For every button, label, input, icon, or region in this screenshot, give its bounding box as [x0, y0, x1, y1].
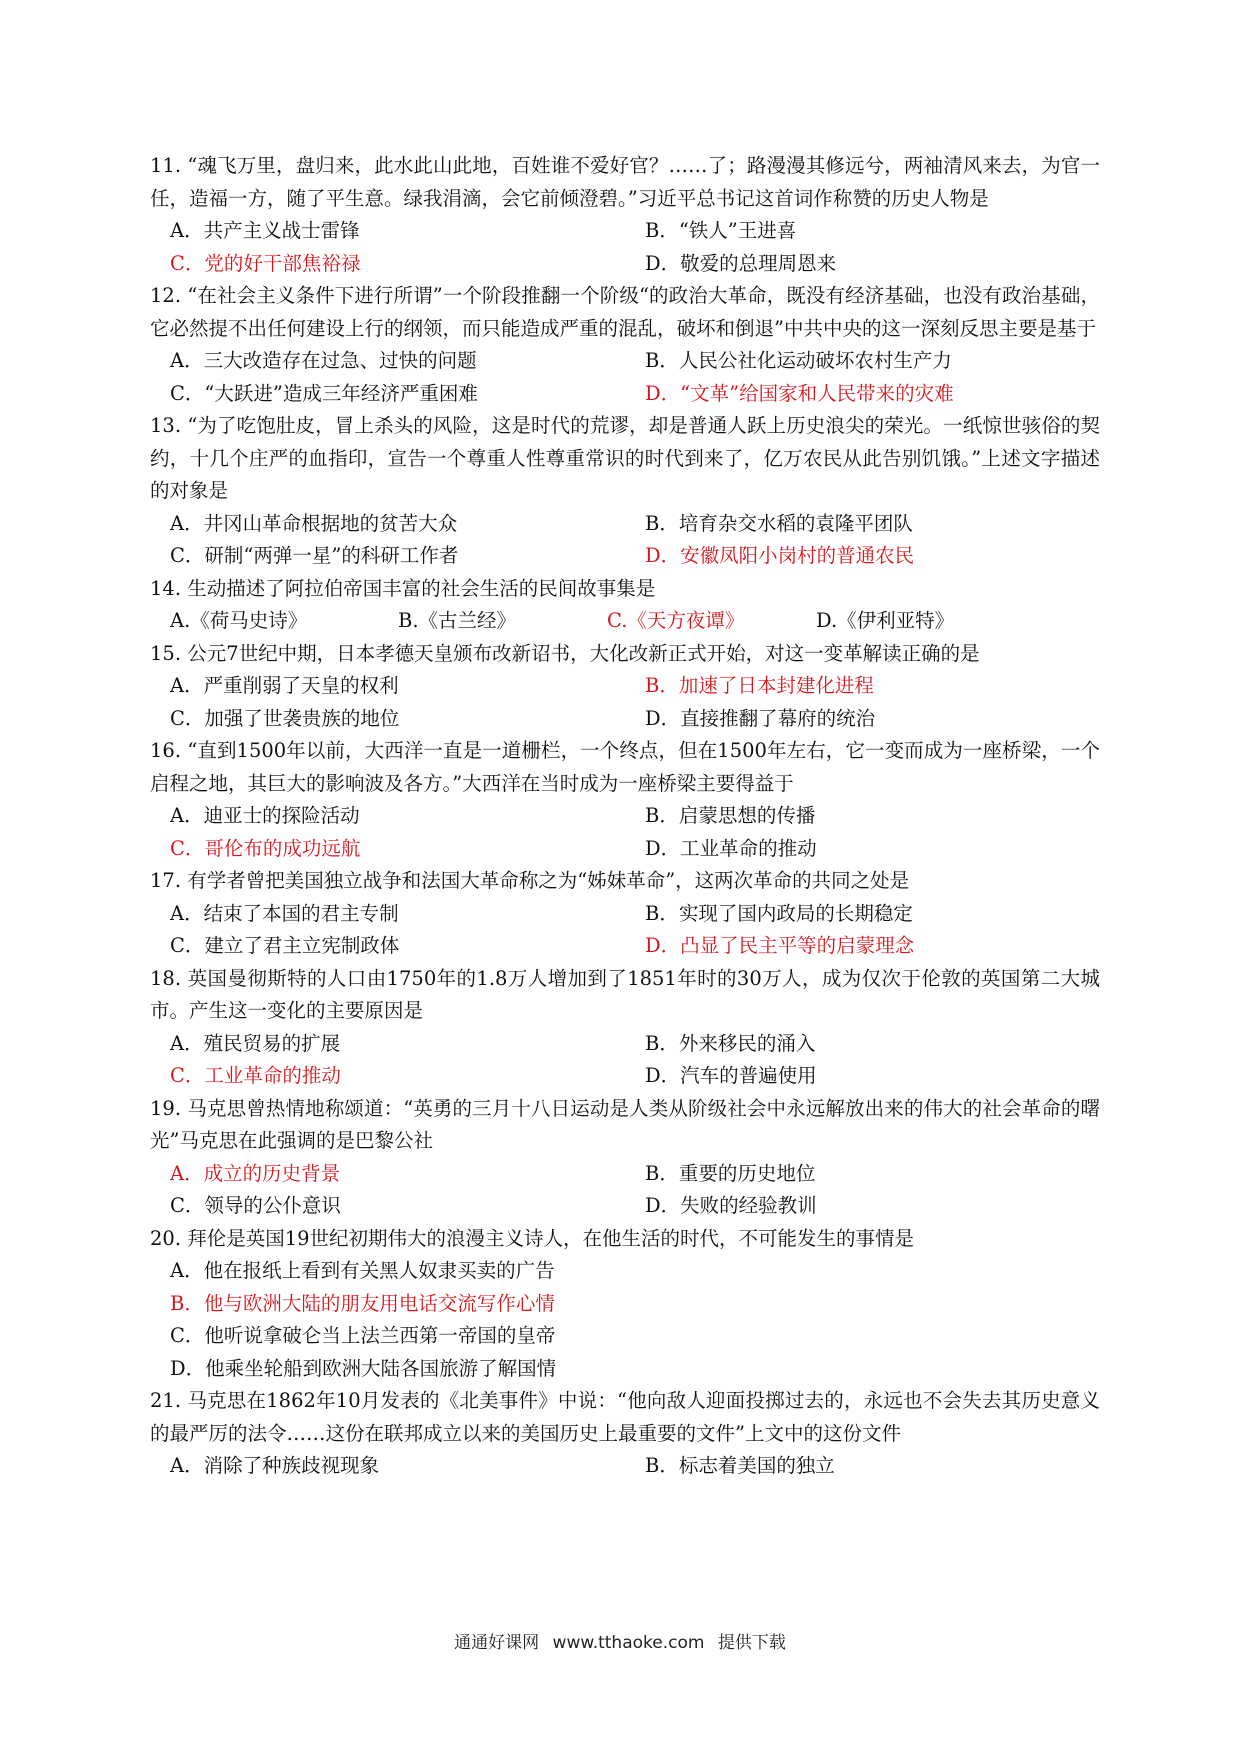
option: C．“大跃进”造成三年经济严重困难: [170, 381, 478, 405]
question-block: [150, 963, 1100, 1093]
option: B．“铁人”王进喜: [645, 219, 797, 242]
option: D．汽车的普遍使用: [645, 1064, 817, 1087]
answer-option: C．工业革命的推动: [170, 1064, 341, 1087]
option: A．共产主义战士雷锋: [170, 219, 360, 242]
option-group: [150, 605, 1100, 638]
question-number: 18.: [150, 966, 182, 990]
question-block: [150, 865, 1100, 963]
option: B．实现了国内政局的长期稳定: [645, 901, 913, 925]
question-stem: [150, 1385, 1100, 1450]
option: B．启蒙思想的传播: [645, 804, 816, 827]
question-block: [150, 573, 1100, 638]
question-number: 19.: [150, 1096, 182, 1120]
option-group: [150, 898, 1100, 963]
answer-option: D．凸显了民主平等的启蒙理念: [645, 934, 915, 957]
option-group: [150, 670, 1100, 735]
question-stem: [150, 280, 1100, 345]
option: D．敬爱的总理周恩来: [645, 251, 837, 275]
option-group: [150, 800, 1100, 865]
option-group: [150, 1158, 1100, 1223]
question-stem: [150, 410, 1100, 508]
page-footer: [0, 1628, 1240, 1653]
option: D．直接推翻了幕府的统治: [645, 706, 876, 730]
question-text: “在社会主义条件下进行所谓”一个阶段推翻一个阶级“的政治大革命，既没有经济基础，也没有政治基础，它必然提不出任何建设上行的纲领，而只能造成严重的混乱，破坏和倒退”中共中央的这一深刻反思主要是基于: [150, 284, 1100, 340]
option: B．标志着美国的独立: [645, 1454, 835, 1477]
question-stem: [150, 150, 1100, 215]
option: A．结束了本国的君主专制: [170, 901, 399, 925]
option: A．消除了种族歧视现象: [170, 1454, 380, 1477]
option-group: [150, 1028, 1100, 1093]
option: C．建立了君主立宪制政体: [170, 934, 400, 957]
question-text: “直到1500年以前，大西洋一直是一道栅栏，一个终点，但在1500年左右，它一变而成为一座桥梁，一个启程之地，其巨大的影响波及各方。”大西洋在当时成为一座桥梁主要得益于: [150, 739, 1100, 795]
option: A．殖民贸易的扩展: [170, 1031, 341, 1055]
question-number: 16.: [150, 739, 182, 762]
question-text: 公元7世纪中期，日本孝德天皇颁布改新诏书，大化改新正式开始，对这一变革解读正确的是: [187, 641, 980, 665]
answer-option: C.《天方夜谭》: [607, 609, 745, 632]
question-block: [150, 638, 1100, 736]
question-number: 21.: [150, 1389, 182, 1412]
option-group: [150, 508, 1100, 573]
option: A．三大改造存在过急、过快的问题: [170, 349, 477, 372]
option: B．重要的历史地位: [645, 1161, 816, 1185]
option: A．他在报纸上看到有关黑人奴隶买卖的广告: [170, 1259, 555, 1282]
question-block: [150, 1385, 1100, 1483]
footer-url[interactable]: www.tthaoke.com: [552, 1633, 705, 1653]
answer-option: C．党的好干部焦裕禄: [170, 251, 361, 275]
answer-option: A．成立的历史背景: [170, 1161, 341, 1185]
option-group: [150, 1450, 1100, 1483]
option: C．研制“两弹一星”的科研工作者: [170, 544, 459, 567]
answer-option: D．“文革”给国家和人民带来的灾难: [645, 381, 954, 405]
option: B.《古兰经》: [398, 609, 517, 632]
option: C．加强了世袭贵族的地位: [170, 706, 400, 730]
question-block: [150, 410, 1100, 573]
question-stem: [150, 865, 1100, 898]
option: D．失败的经验教训: [645, 1194, 817, 1217]
question-stem: [150, 573, 1100, 606]
question-stem: [150, 735, 1100, 800]
question-block: [150, 1093, 1100, 1223]
question-number: 17.: [150, 869, 182, 892]
question-text: 马克思曾热情地称颂道：“英勇的三月十八日运动是人类从阶级社会中永远解放出来的伟大的社会革命的曙光”马克思在此强调的是巴黎公社: [150, 1096, 1100, 1152]
option-group: [150, 1255, 1100, 1385]
answer-option: B．加速了日本封建化进程: [645, 674, 874, 697]
answer-option: D．安徽凤阳小岗村的普通农民: [645, 544, 915, 567]
question-text: 生动描述了阿拉伯帝国丰富的社会生活的民间故事集是: [187, 576, 656, 600]
option: A.《荷马史诗》: [170, 609, 308, 632]
option-group: [150, 215, 1100, 280]
question-number: 11.: [150, 154, 182, 177]
question-stem: [150, 963, 1100, 1028]
question-stem: [150, 638, 1100, 671]
question-text: “魂飞万里，盘归来，此水此山此地，百姓谁不爱好官？……了；路漫漫其修远兮，两袖清风来去，为官一任，造福一方，随了平生意。绿我涓滴，会它前倾澄碧。”习近平总书记这首词作称赞的历史人物是: [150, 154, 1100, 210]
option-group: [150, 345, 1100, 410]
option: D．他乘坐轮船到欧洲大陆各国旅游了解国情: [170, 1356, 557, 1380]
question-block: [150, 735, 1100, 865]
question-stem: [150, 1093, 1100, 1158]
question-block: [150, 280, 1100, 410]
question-number: 20.: [150, 1226, 182, 1250]
question-number: 13.: [150, 414, 182, 437]
option: A．井冈山革命根据地的贫苦大众: [170, 511, 458, 535]
option: B．人民公社化运动破坏农村生产力: [645, 349, 952, 372]
answer-option: C．哥伦布的成功远航: [170, 836, 361, 860]
question-stem: [150, 1223, 1100, 1256]
question-number: 12.: [150, 284, 182, 307]
footer-suffix: 提供下载: [717, 1633, 786, 1653]
option: A．迪亚士的探险活动: [170, 804, 360, 827]
option: C．领导的公仆意识: [170, 1194, 341, 1217]
option: C．他听说拿破仑当上法兰西第一帝国的皇帝: [170, 1324, 556, 1347]
question-block: [150, 1223, 1100, 1386]
question-text: 英国曼彻斯特的人口由1750年的1.8万人增加到了1851年时的30万人，成为仅次于伦敦的英国第二大城市。产生这一变化的主要原因是: [150, 966, 1101, 1022]
question-text: 马克思在1862年10月发表的《北美事件》中说：“他向敌人迎面投掷过去的，永远也不会失去其历史意义的最严厉的法令……这份在联邦成立以来的美国历史上最重要的文件”上文中的这份文件: [150, 1389, 1100, 1445]
answer-option: B．他与欧洲大陆的朋友用电话交流写作心情: [170, 1291, 555, 1315]
question-number: 15.: [150, 641, 182, 665]
question-text: 拜伦是英国19世纪初期伟大的浪漫主义诗人，在他生活的时代，不可能发生的事情是: [187, 1226, 915, 1250]
question-block: [150, 150, 1100, 280]
question-text: 有学者曾把美国独立战争和法国大革命称之为“姊妹革命”，这两次革命的共同之处是: [187, 869, 910, 892]
option: B．外来移民的涌入: [645, 1031, 816, 1055]
question-number: 14.: [150, 576, 182, 600]
question-list: [150, 150, 1100, 1483]
option: D.《伊利亚特》: [816, 609, 955, 632]
option: B．培育杂交水稻的袁隆平团队: [645, 511, 913, 535]
question-text: “为了吃饱肚皮，冒上杀头的风险，这是时代的荒谬，却是普通人跃上历史浪尖的荣光。一纸惊世骇俗的契约，十几个庄严的血指印，宣告一个尊重人性尊重常识的时代到来了，亿万农民从此告别饥饿。”上述文字描述的对象是: [150, 414, 1100, 502]
option: A．严重削弱了天皇的权利: [170, 674, 399, 697]
option: D．工业革命的推动: [645, 836, 817, 860]
footer-site-name: 通通好课网: [454, 1633, 540, 1653]
